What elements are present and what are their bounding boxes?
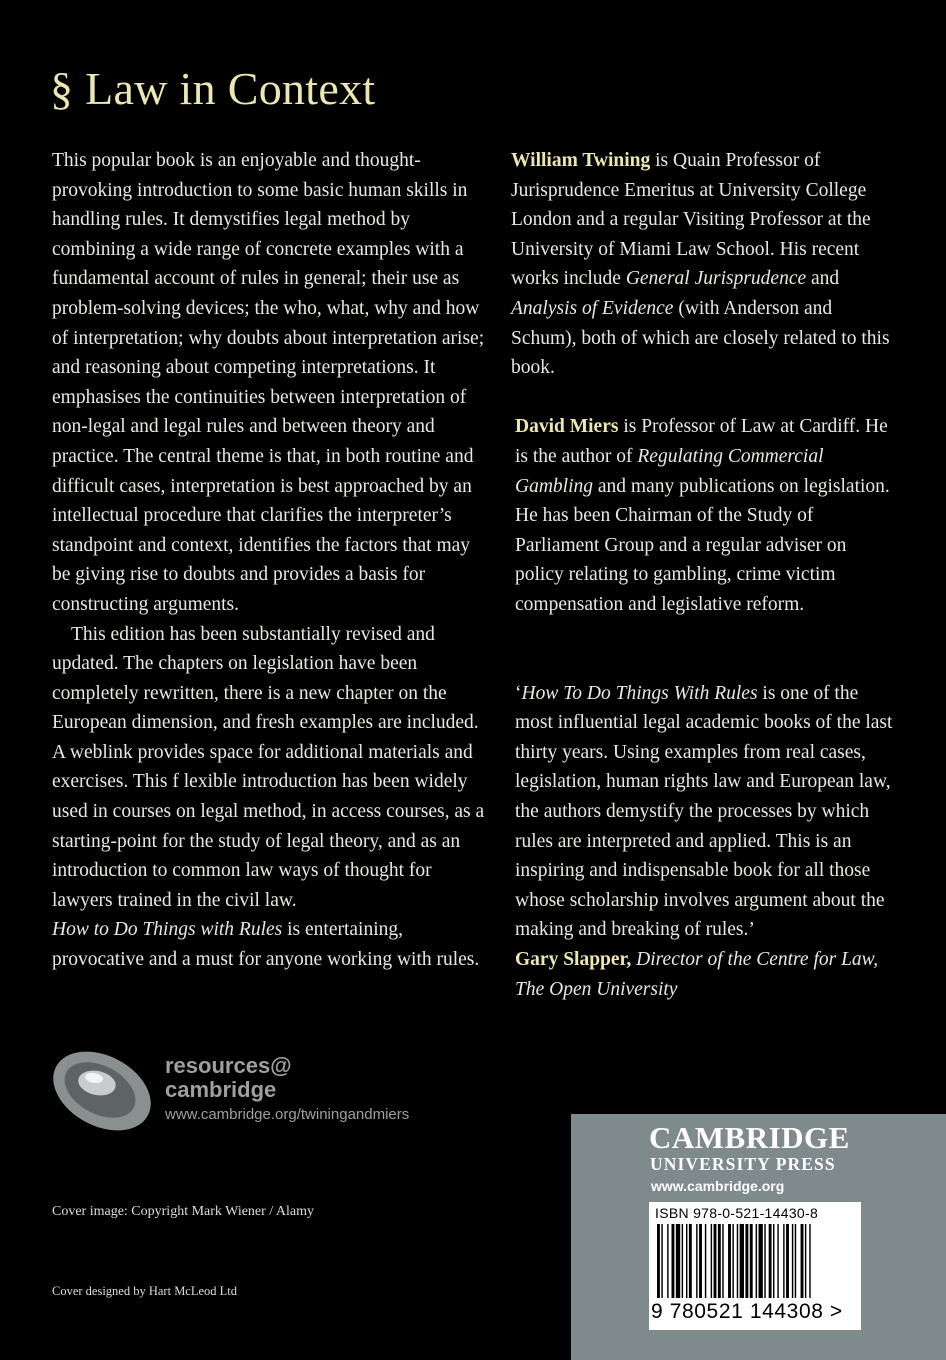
review-quote [511, 679, 896, 1005]
author-bio-text: (with Anderson and Schum), both of which are closely related to this book. [511, 297, 890, 379]
isbn-label: ISBN 978-0-521-14430-8 [655, 1205, 819, 1221]
resources-logo-icon [50, 1046, 158, 1134]
author-bio-text: is Quain Professor of Jurisprudence Emeritus at University College London and a regular Visiting Professor at the University of Miami Law School. His recent works include [511, 150, 871, 290]
author-bio-text: and many publications on legislation. He has been Chairman of the Study of Parliament Group and a regular adviser on policy relating to gambling, crime victim compensation and legislative reform. [515, 475, 890, 615]
authors-and-review [511, 146, 896, 1004]
resources-label-cambridge: cambridge [165, 1077, 277, 1102]
publisher-panel [571, 1114, 946, 1360]
reviewer-name: Gary Slapper, [515, 949, 632, 971]
author-work-title: General Jurisprudence [625, 268, 807, 290]
resources-url[interactable]: www.cambridge.org/twiningandmiers [165, 1106, 410, 1123]
publisher-press: UNIVERSITY PRESS [650, 1154, 836, 1174]
cover-design-credit: Cover designed by Hart McLeod Ltd [52, 1284, 238, 1298]
resources-label: resources@ [165, 1053, 292, 1078]
spacer [511, 620, 896, 650]
ean-digits: 9 780521 144308 > [651, 1300, 843, 1323]
author-name-miers: David Miers [515, 416, 619, 438]
description-paragraph-2: This edition has been substantially revised and updated. The chapters on legislation have been completely rewritten, there is a new chapter on the European dimension, and fresh examples are included. A weblink provides space for additional materials and exercises. This f lexible introduction has been widely used in courses on legal method, in access courses, as a starting-point for the study of legal theory, and as an introduction to common law ways of thought for lawyers trained in the civil law. [52, 623, 485, 911]
book-title-italic: How to Do Things with Rules [52, 919, 283, 941]
quote-mark: ‘ [515, 682, 522, 704]
author-work-title: Regulating Commercial Gambling [515, 445, 824, 497]
book-description [52, 146, 490, 975]
author-bio-miers [511, 412, 896, 619]
description-paragraph-3 [52, 915, 490, 974]
author-work-title: Analysis of Evidence [511, 297, 674, 319]
spacer [511, 383, 896, 413]
barcode-bars-icon [649, 1224, 861, 1302]
resources-block [165, 1054, 409, 1126]
spacer [511, 649, 896, 679]
cover-image-credit: Cover image: Copyright Mark Wiener / Alamy [52, 1204, 315, 1219]
review-text: is one of the most influential legal academic books of the last thirty years. Using examples from real cases, legislation, human rights law and European law, the authors demystify the processes by which rules are interpreted and applied. This is an inspiring and indispensable book for all those whose scholarship involves argument about the making and breaking of rules.’ [515, 682, 893, 941]
author-name-twining: William Twining [511, 150, 651, 171]
description-paragraph-1: This popular book is an enjoyable and thought-provoking introduction to some basic human skills in handling rules. It demystifies legal method by combining a wide range of concrete examples with a fundamental account of rules in general; their use as problem-solving devices; the who, what, why and how of interpretation; why doubts about interpretation arise; and reasoning about competing interpretations. It emphasises the continuities between interpretation of non-legal and legal rules and between theory and practice. The central theme is that, in both routine and difficult cases, interpretation is best approached by an intellectual procedure that clarifies the interpreter’s standpoint and context, identifies the factors that may be giving rise to doubts and provides a basis for constructing arguments. [52, 150, 485, 615]
review-book-title: How To Do Things With Rules [521, 682, 758, 704]
description-paragraph-3-text: is entertaining, provocative and a must for anyone working with rules. [52, 919, 480, 971]
series-title: § Law in Context [50, 63, 376, 114]
publisher-url[interactable]: www.cambridge.org [651, 1178, 785, 1194]
isbn-barcode [649, 1202, 861, 1330]
publisher-name: CAMBRIDGE [649, 1120, 850, 1155]
reviewer-affiliation: Director of the Centre for Law, The Open University [515, 949, 879, 1000]
author-bio-text: and [806, 268, 840, 290]
author-bio-text: is Professor of Law at Cardiff. He is the author of [515, 416, 888, 467]
author-bio-twining [511, 146, 896, 383]
